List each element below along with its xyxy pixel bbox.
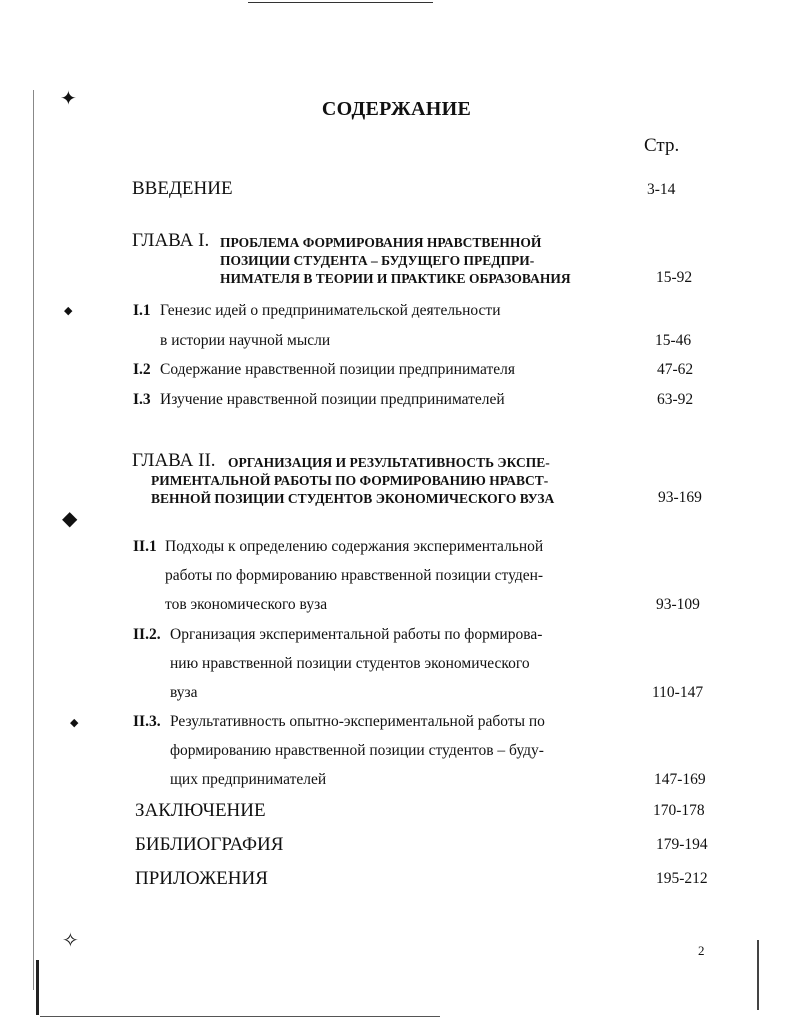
chapter2-title-line: ВЕННОЙ ПОЗИЦИИ СТУДЕНТОВ ЭКОНОМИЧЕСКОГО ВУЗА [151, 491, 555, 506]
section-number: I.1 [133, 302, 151, 319]
section-2-1-line: тов экономического вуза [165, 596, 328, 613]
section-number: II.3. [133, 713, 161, 730]
toc-conclusion-pages: 170-178 [653, 802, 705, 819]
toc-conclusion-label: ЗАКЛЮЧЕНИЕ [135, 800, 266, 821]
punch-hole-mark: ◆ [64, 305, 73, 317]
chapter1-title-line: НИМАТЕЛЯ В ТЕОРИИ И ПРАКТИКЕ ОБРАЗОВАНИЯ [220, 271, 571, 286]
scan-edge-bottom [40, 1016, 440, 1017]
punch-hole-mark: ✦ [60, 88, 77, 110]
toc-bibliography-pages: 179-194 [656, 836, 708, 853]
scan-edge-top [248, 2, 433, 3]
punch-hole-mark: ◆ [70, 717, 79, 729]
section-1-1-number [133, 302, 151, 320]
section-1-2-number [133, 361, 151, 379]
section-2-2-line: вуза [170, 684, 198, 701]
section-2-2-pages: 110-147 [652, 684, 704, 701]
section-number: I.2 [133, 361, 151, 378]
chapter1-title-line: ПРОБЛЕМА ФОРМИРОВАНИЯ НРАВСТВЕННОЙ [220, 235, 542, 250]
section-2-1-line: Подходы к определению содержания экспериментальной [165, 538, 544, 555]
section-2-1-line: работы по формированию нравственной позиции студен- [165, 567, 544, 584]
page-title: СОДЕРЖАНИЕ [321, 98, 472, 120]
section-number: II.2. [133, 626, 161, 643]
pages-column-header: Стр. [644, 135, 680, 156]
scan-edge-left [33, 90, 34, 990]
section-1-3-number [133, 391, 151, 409]
scan-edge-left-bottom [36, 960, 39, 1015]
section-2-3-number [133, 713, 161, 731]
punch-hole-mark: ◆ [62, 508, 78, 530]
section-1-3-line: Изучение нравственной позиции предпринимателей [160, 391, 505, 408]
section-1-2-pages: 47-62 [657, 361, 694, 378]
chapter2-pages: 93-169 [658, 489, 702, 506]
section-2-1-pages: 93-109 [656, 596, 700, 613]
section-2-3-pages: 147-169 [654, 771, 706, 788]
chapter2-title-line: РИМЕНТАЛЬНОЙ РАБОТЫ ПО ФОРМИРОВАНИЮ НРАВСТ- [151, 473, 549, 488]
section-2-3-line: Результативность опытно-экспериментальной работы по [170, 713, 545, 730]
scan-edge-right [757, 940, 759, 1010]
chapter1-pages: 15-92 [656, 269, 693, 286]
section-number: I.3 [133, 391, 151, 408]
section-1-3-pages: 63-92 [657, 391, 694, 408]
section-2-2-number [133, 626, 161, 644]
section-2-1-number [133, 538, 157, 556]
section-1-1-line: в истории научной мысли [160, 332, 331, 349]
toc-bibliography-label: БИБЛИОГРАФИЯ [135, 834, 284, 855]
section-1-2-line: Содержание нравственной позиции предпринимателя [160, 361, 515, 378]
toc-appendices-pages: 195-212 [656, 870, 708, 887]
section-1-1-pages: 15-46 [655, 332, 692, 349]
chapter2-prefix: ГЛАВА II. [132, 450, 216, 471]
section-2-3-line: формированию нравственной позиции студентов – буду- [170, 742, 544, 759]
toc-appendices-label: ПРИЛОЖЕНИЯ [135, 868, 268, 889]
chapter1-prefix: ГЛАВА I. [132, 230, 210, 251]
toc-intro-pages: 3-14 [647, 181, 676, 198]
toc-intro-label: ВВЕДЕНИЕ [132, 178, 233, 199]
section-2-2-line: Организация экспериментальной работы по формирова- [170, 626, 543, 643]
section-2-2-line: нию нравственной позиции студентов экономического [170, 655, 530, 672]
section-number: II.1 [133, 538, 157, 555]
chapter2-title-line: ОРГАНИЗАЦИЯ И РЕЗУЛЬТАТИВНОСТЬ ЭКСПЕ- [228, 455, 550, 470]
chapter1-title-line: ПОЗИЦИИ СТУДЕНТА – БУДУЩЕГО ПРЕДПРИ- [220, 253, 535, 268]
section-2-3-line: щих предпринимателей [170, 771, 327, 788]
punch-hole-mark: ✧ [62, 930, 79, 952]
section-1-1-line: Генезис идей о предпринимательской деятельности [160, 302, 501, 319]
page-number: 2 [698, 943, 705, 958]
